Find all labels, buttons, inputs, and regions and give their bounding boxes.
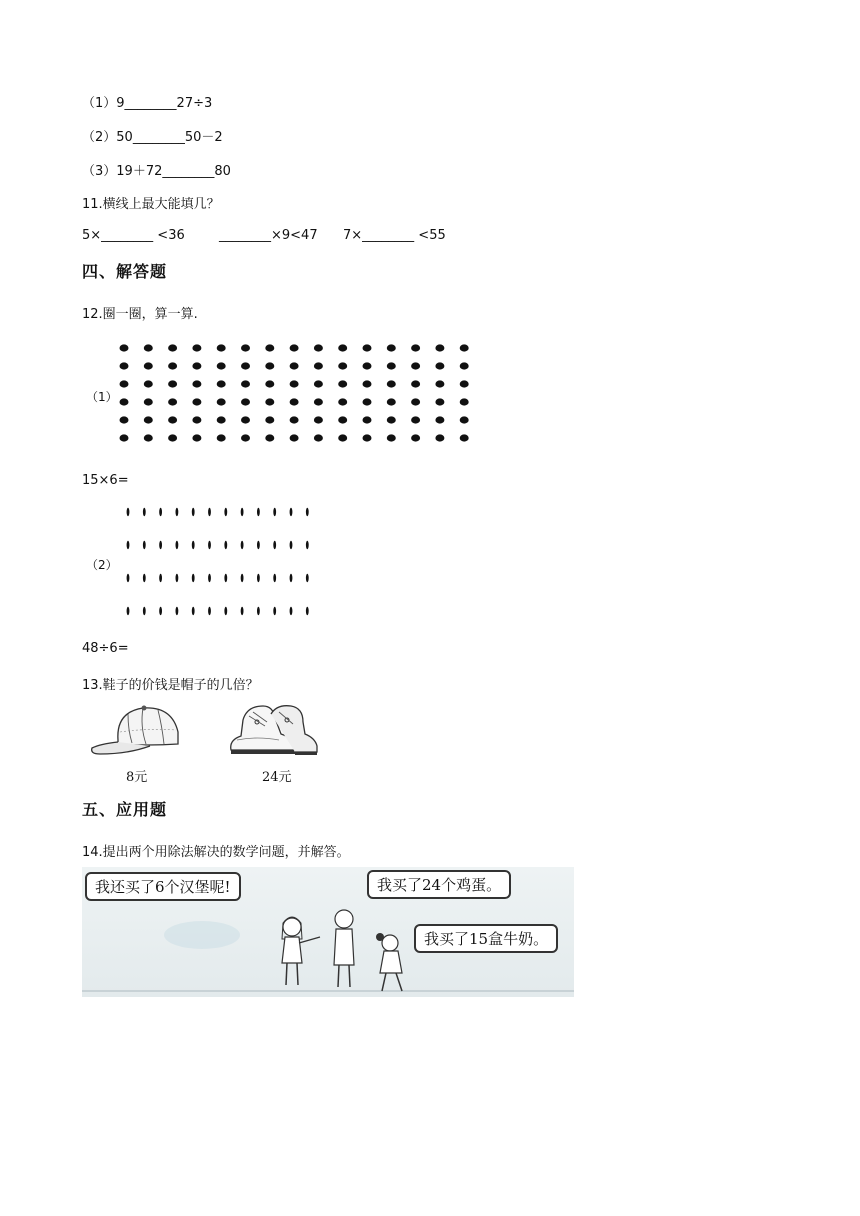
dot xyxy=(241,344,250,351)
dot xyxy=(144,434,153,441)
dot xyxy=(290,398,299,405)
dot xyxy=(143,508,146,516)
dot xyxy=(435,362,444,369)
dot xyxy=(192,607,195,615)
dot xyxy=(338,344,347,351)
dot xyxy=(306,508,309,516)
dot xyxy=(120,344,129,351)
dot xyxy=(460,362,469,369)
speech-bubble-1: 我还买了6个汉堡呢! xyxy=(85,872,241,901)
dot xyxy=(387,416,396,423)
dot xyxy=(127,508,130,516)
dot xyxy=(159,541,162,549)
dot xyxy=(192,541,195,549)
dot xyxy=(363,398,372,405)
q12-label-1: （1） xyxy=(86,390,118,404)
dot xyxy=(241,434,250,441)
dot xyxy=(192,416,201,423)
dot xyxy=(159,574,162,582)
dot xyxy=(387,362,396,369)
dot xyxy=(363,362,372,369)
dot xyxy=(460,398,469,405)
dot xyxy=(411,344,420,351)
dot xyxy=(411,416,420,423)
section-5-title: 五、应用题 xyxy=(82,800,168,819)
dot xyxy=(363,380,372,387)
dot xyxy=(241,508,244,516)
dot xyxy=(208,508,211,516)
q14-title: 14.提出两个用除法解决的数学问题，并解答。 xyxy=(82,845,350,860)
dot xyxy=(144,344,153,351)
dot xyxy=(120,434,129,441)
dot xyxy=(460,434,469,441)
dot xyxy=(257,508,260,516)
dot xyxy=(120,416,129,423)
dot xyxy=(192,362,201,369)
dot xyxy=(460,344,469,351)
dot xyxy=(314,434,323,441)
dot xyxy=(241,541,244,549)
dot xyxy=(143,607,146,615)
dot-array-1 xyxy=(114,338,484,448)
dot xyxy=(120,380,129,387)
q10-item-2: （2）50________50－2 xyxy=(82,130,223,145)
cap-price: 8元 xyxy=(126,770,148,785)
dot xyxy=(176,574,179,582)
dot xyxy=(290,416,299,423)
dot xyxy=(306,607,309,615)
dot xyxy=(338,434,347,441)
speech-bubble-2: 我买了24个鸡蛋。 xyxy=(367,870,511,899)
dot xyxy=(338,380,347,387)
dot xyxy=(192,380,201,387)
dot xyxy=(176,541,179,549)
dot xyxy=(290,607,293,615)
dot xyxy=(257,607,260,615)
dot xyxy=(314,416,323,423)
dot xyxy=(338,362,347,369)
dot xyxy=(273,541,276,549)
section-4-title: 四、解答题 xyxy=(82,262,168,281)
shoes-image xyxy=(227,700,319,758)
dot xyxy=(208,574,211,582)
dot xyxy=(273,574,276,582)
shopping-scene-image xyxy=(82,867,574,997)
dot xyxy=(314,362,323,369)
q11-expr-2: ________×9<47 xyxy=(219,228,318,243)
dot xyxy=(363,344,372,351)
shoes-price: 24元 xyxy=(262,770,292,785)
dot-array-2 xyxy=(118,500,328,625)
dot xyxy=(411,362,420,369)
dot xyxy=(338,398,347,405)
dot xyxy=(176,607,179,615)
dot xyxy=(168,344,177,351)
dot xyxy=(176,508,179,516)
dot xyxy=(257,541,260,549)
dot xyxy=(168,362,177,369)
dot xyxy=(314,398,323,405)
dot xyxy=(290,434,299,441)
dot xyxy=(290,508,293,516)
dot xyxy=(241,362,250,369)
dot xyxy=(120,362,129,369)
dot xyxy=(168,416,177,423)
dot xyxy=(435,434,444,441)
dot xyxy=(265,416,274,423)
dot xyxy=(217,344,226,351)
dot xyxy=(127,574,130,582)
dot xyxy=(265,344,274,351)
dot xyxy=(144,416,153,423)
dot xyxy=(159,508,162,516)
dot xyxy=(217,398,226,405)
dot xyxy=(224,574,227,582)
cap-image xyxy=(88,702,184,758)
dot xyxy=(224,508,227,516)
dot xyxy=(411,398,420,405)
dot xyxy=(192,398,201,405)
dot xyxy=(290,380,299,387)
dot xyxy=(273,508,276,516)
dot xyxy=(159,607,162,615)
dot xyxy=(435,416,444,423)
dot xyxy=(208,607,211,615)
dot xyxy=(241,398,250,405)
dot xyxy=(143,574,146,582)
q11-expr-3: 7×________ <55 xyxy=(343,228,446,243)
dot xyxy=(217,434,226,441)
dot xyxy=(144,398,153,405)
dot xyxy=(127,541,130,549)
q12-label-2: （2） xyxy=(86,558,118,572)
dot xyxy=(168,380,177,387)
dot xyxy=(306,574,309,582)
q11-title: 11.横线上最大能填几？ xyxy=(82,197,220,212)
speech-bubble-3: 我买了15盒牛奶。 xyxy=(414,924,558,953)
dot xyxy=(144,362,153,369)
dot xyxy=(224,541,227,549)
dot xyxy=(265,362,274,369)
dot xyxy=(168,398,177,405)
dot xyxy=(257,574,260,582)
dot xyxy=(387,380,396,387)
dot xyxy=(241,607,244,615)
dot xyxy=(265,398,274,405)
dot xyxy=(192,574,195,582)
dot xyxy=(168,434,177,441)
q10-item-1: （1）9________27÷3 xyxy=(82,96,213,111)
dot xyxy=(192,434,201,441)
dot xyxy=(387,344,396,351)
q12-answer-1: 15×6= xyxy=(82,473,129,488)
dot xyxy=(217,362,226,369)
dot xyxy=(338,416,347,423)
dot xyxy=(363,434,372,441)
dot xyxy=(435,380,444,387)
dot xyxy=(217,380,226,387)
dot xyxy=(143,541,146,549)
dot xyxy=(290,344,299,351)
dot xyxy=(290,574,293,582)
dot xyxy=(411,434,420,441)
dot xyxy=(241,416,250,423)
dot xyxy=(435,398,444,405)
dot xyxy=(387,398,396,405)
dot xyxy=(435,344,444,351)
q11-expr-1: 5×________ <36 xyxy=(82,228,185,243)
dot xyxy=(217,416,226,423)
dot xyxy=(387,434,396,441)
dot xyxy=(273,607,276,615)
dot xyxy=(290,362,299,369)
dot xyxy=(265,380,274,387)
dot xyxy=(290,541,293,549)
dot xyxy=(363,416,372,423)
dot xyxy=(241,574,244,582)
dot xyxy=(411,380,420,387)
dot xyxy=(306,541,309,549)
dot xyxy=(192,344,201,351)
q13-title: 13.鞋子的价钱是帽子的几倍？ xyxy=(82,678,259,693)
dot xyxy=(460,416,469,423)
q12-title: 12.圈一圈，算一算. xyxy=(82,307,198,322)
dot xyxy=(460,380,469,387)
dot xyxy=(192,508,195,516)
dot xyxy=(314,380,323,387)
dot xyxy=(144,380,153,387)
dot xyxy=(314,344,323,351)
dot xyxy=(120,398,129,405)
dot xyxy=(224,607,227,615)
q10-item-3: （3）19＋72________80 xyxy=(82,164,231,179)
dot xyxy=(241,380,250,387)
dot xyxy=(208,541,211,549)
dot xyxy=(265,434,274,441)
q12-answer-2: 48÷6= xyxy=(82,641,129,656)
dot xyxy=(127,607,130,615)
